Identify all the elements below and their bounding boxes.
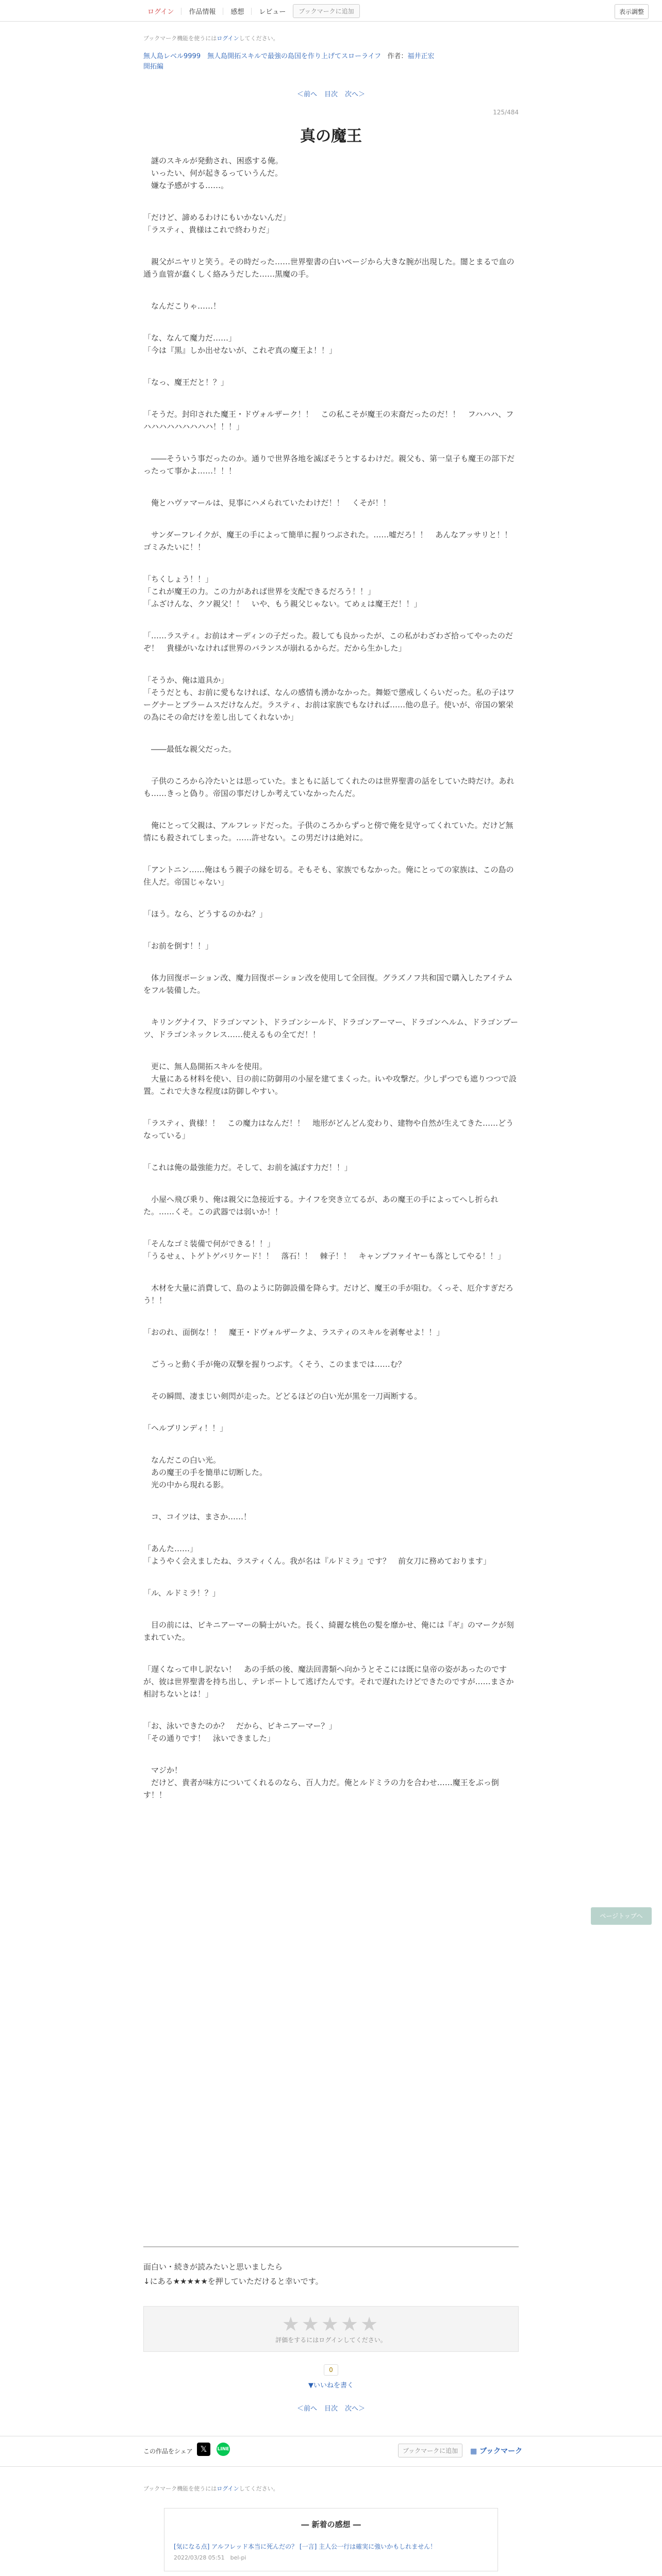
- author-label: 作者：: [387, 53, 408, 60]
- rating-box: [143, 2306, 519, 2352]
- body-paragraph: 子供のころから冷たいとは思っていた。まともに話してくれたのは世界聖書の話をしていた時だけ。あれも……きっと偽り。帝国の事だけしか考えていなかったんだ。: [143, 776, 515, 798]
- body-paragraph: なんだこの白い光。 あの魔王の手を簡単に切断した。 光の中から現れる影。: [151, 1455, 268, 1489]
- top-pager: [143, 89, 519, 98]
- top-nav: [0, 0, 662, 22]
- body-paragraph: 「……ラスティ。お前はオーディンの子だった。殺しても良かったが、この私がわざわざ拾ってやったのだぞ！ 貴様がいなければ世界のバランスが崩れるからだ。だから生かした」: [143, 631, 513, 653]
- body-paragraph: 「遅くなって申し訳ない！ あの手紙の後、魔法回書類へ向かうとそこには既に皇帝の姿があったのですが、彼は世界聖書を持ち出し、テレポートして逃げたんです。それで遅れたけどできたのですが……まさか相討ちないとは！」: [143, 1665, 514, 1699]
- bookmark-add-button[interactable]: ブックマークに追加: [398, 2444, 462, 2458]
- body-paragraph: 「そうか、俺は道具か」 「そうだとも、お前に愛もなければ、なんの感情も湧かなかった。舞姫で懲戒しくらいだった。私の子はワーグナーとブラームスだけなんだ。ラスティ、お前は家族でもなければ……他の息子。使いが、帝国の繁栄の為にその命だけを差し出してくれないか」: [143, 675, 515, 722]
- author-link[interactable]: 福井正宏: [407, 53, 435, 60]
- like-count-icon[interactable]: 0: [324, 2364, 338, 2376]
- body-paragraph: 俺とハヴァマールは、見事にハメられていたわけだ！！ くそが！！: [143, 498, 391, 507]
- body-paragraph: その瞬間、凄まじい剣閃が走った。どどるほどの白い光が黒を一刀両断する。: [143, 1392, 422, 1401]
- body-paragraph: 体力回復ポーション改、魔力回復ポーション改を使用して全回復。グラズノフ共和国で購入したアイテムをフル装備した。: [143, 973, 513, 995]
- page-count: 125/484: [493, 109, 519, 116]
- page-top-button[interactable]: ページトップへ: [591, 1907, 652, 1925]
- body-paragraph: 木材を大量に消費して、島のように防御設備を降らす。だけど、魔王の手が阻む。くっそ、厄介すぎだろう！！: [143, 1283, 514, 1305]
- series-title-link[interactable]: 無人島レベル9999 無人島開拓スキルで最強の島国を作り上げてスローライフ: [143, 53, 382, 60]
- bookmark-login-notice: [143, 2484, 519, 2493]
- bookmark-link-label: ブックマーク: [479, 2447, 523, 2455]
- next-link[interactable]: 次へ＞: [345, 91, 366, 98]
- body-paragraph: コ、コイツは、まさか……！: [143, 1512, 251, 1521]
- body-paragraph: 「お前を倒す！！」: [143, 941, 213, 951]
- body-paragraph: ごうっと動く手が俺の双撃を握りつぶす。くそう、このままでは……む？: [143, 1360, 406, 1369]
- prev-link[interactable]: ＜前へ: [296, 91, 317, 98]
- review-meta: 2022/03/28 05:51 bel-pi: [174, 2554, 246, 2561]
- bookmark-link[interactable]: ▦ ブックマーク: [470, 2447, 523, 2455]
- body-paragraph: サンダーフレイクが、魔王の手によって簡単に握りつぶされた。……嘘だろ！！ あんなアッサリと！！ ゴミみたいに！！: [143, 530, 520, 552]
- chapter-title: 真の魔王: [300, 127, 362, 145]
- display-settings-button[interactable]: 表示調整: [615, 4, 649, 19]
- top-nav-links: [143, 4, 360, 18]
- reviews-section: [143, 2484, 519, 2576]
- body-paragraph: 謎のスキルが発動され、困惑する俺。 いったい、何が起きるっていうんだ。 嫌な予感がする……。: [151, 156, 283, 190]
- body-paragraph: 「おのれ、面倒な！！ 魔王・ドヴォルザークよ、ラスティのスキルを剥奪せよ！！」: [143, 1328, 444, 1337]
- body-paragraph: 「ル、ルドミラ！？」: [143, 1588, 220, 1598]
- login-link[interactable]: ログイン: [147, 8, 174, 16]
- like-write-link[interactable]: ▼いいねを書く: [308, 2382, 354, 2389]
- afterword-section: [143, 2246, 519, 2413]
- body-paragraph: 「ラスティ、貴様！！ この魔力はなんだ！！ 地形がどんどん変わり、建物や自然が生えてきた……どうなっている」: [143, 1118, 514, 1140]
- body-paragraph: なんだこりゃ……！: [143, 301, 221, 311]
- bookmark-login-notice: [143, 34, 519, 42]
- body-paragraph: 「あんた……」 「ようやく会えましたね、ラスティくん。我が名は『ルドミラ』です？ 前女刀に務めております」: [143, 1544, 491, 1566]
- toc-link[interactable]: 目次: [324, 91, 338, 98]
- x-share-icon[interactable]: 𝕏: [197, 2443, 210, 2456]
- project-label: 開拓編: [143, 63, 164, 71]
- body-paragraph: ――最低な親父だった。: [143, 744, 237, 754]
- body-paragraph: 「アントニン……俺はもう親子の縁を切る。そもそも、家族でもなかった。俺にとっての家族は、この島の住人だ。帝国じゃない」: [143, 865, 514, 887]
- impressions-link[interactable]: 感想: [230, 8, 244, 16]
- body-paragraph: ――そういう事だったのか。通りで世界各地を滅ぼそうとするわけだ。親父も、第一皇子も魔王の部下だったって事かよ……！！！: [143, 454, 515, 476]
- afterword-text: 面白い・続きが読みたいと思いましたら ↓にある★★★★★を押していただけると幸いです。: [143, 2246, 519, 2289]
- prev-link[interactable]: ＜前へ: [296, 2405, 317, 2413]
- rating-stars[interactable]: ★★★★★: [282, 2313, 380, 2335]
- work-info-link[interactable]: 作品情報: [189, 8, 216, 16]
- notice-suffix: してください。: [239, 35, 279, 42]
- share-bar: [0, 2436, 662, 2467]
- body-paragraph: 俺にとって父親は、アルフレッドだった。子供のころからずっと傍で俺を見守ってくれていた。だけど無情にも殺されてしまった。……許せない。この男だけは絶対に。: [143, 821, 514, 842]
- body-paragraph: 小屋へ飛び乗り、俺は親父に急接近する。ナイフを突き立てるが、あの魔王の手によってへし折られた。……くそ。この武器では弱いか！！: [143, 1195, 499, 1216]
- body-paragraph: 目の前には、ビキニアーマーの騎士がいた。長く、綺麗な桃色の髪を靡かせ、俺には『ギ』のマークが刻まれていた。: [143, 1620, 514, 1642]
- line-share-icon[interactable]: LINE: [217, 2443, 230, 2456]
- body-paragraph: キリングナイフ、ドラゴンマント、ドラゴンシールド、ドラゴンアーマー、ドラゴンヘルム、ドラゴンブーツ、ドラゴンネックレス……使えるもの全てだ！！: [143, 1018, 518, 1039]
- nav-divider: [251, 8, 252, 15]
- body-paragraph: 「なっ、魔王だと！？」: [143, 378, 229, 387]
- body-paragraph: 「ほう。なら、どうするのかね？」: [143, 909, 268, 919]
- rating-note: 評価をするにはログインしてください。: [275, 2336, 387, 2344]
- body-paragraph: 「お、泳いできたのか？ だから、ビキニアーマー？」 「その通りです！ 泳いできました」: [143, 1721, 337, 1743]
- header-area: [143, 34, 519, 146]
- novel-body: [143, 155, 519, 1821]
- new-reviews-box: [164, 2508, 498, 2571]
- like-section: [143, 2364, 519, 2389]
- body-paragraph: 「これは俺の最強能力だ。そして、お前を滅ぼす力だ！！」: [143, 1163, 352, 1172]
- notice-suffix: してください。: [239, 2485, 279, 2492]
- body-paragraph: 「だけど、諦めるわけにもいかないんだ」 「ラスティ、貴様はこれで終わりだ」: [143, 213, 291, 234]
- body-paragraph: 「ちくしょう！！」 「これが魔王の力。この力があれば世界を支配できるだろう！！」 「ふざけんな、クソ親父！！ いや、もう親父じゃない。てめぇは魔王だ！！」: [143, 574, 422, 608]
- share-label: この作品をシェア: [143, 2448, 193, 2455]
- review-link[interactable]: レビュー: [259, 8, 286, 16]
- toc-link[interactable]: 目次: [324, 2405, 338, 2413]
- body-paragraph: 「ヘルブリンディ！！」: [143, 1423, 228, 1433]
- new-reviews-title: ― 新着の感想 ―: [301, 2520, 361, 2529]
- notice-login-link[interactable]: ログイン: [217, 2485, 239, 2492]
- bottom-pager: [143, 2403, 519, 2413]
- body-paragraph: 「な、なんて魔力だ……」 「今は『黒』しか出せないが、これぞ真の魔王よ！！」: [143, 333, 337, 355]
- series-info: [143, 52, 519, 72]
- body-paragraph: 親父がニヤリと笑う。その時だった……世界聖書の白いページから大きな腕が出現した。闇とまるで血の通う血管が蠢くしく絡みうだした……黒魔の手。: [143, 257, 515, 279]
- notice-prefix: ブックマーク機能を使うには: [143, 35, 217, 42]
- body-paragraph: 「そうだ。封印された魔王・ドヴォルザーク！！ この私こそが魔王の末裔だったのだ！！ フハハハ、フハハハハハハハハハ！！！」: [143, 410, 514, 431]
- body-paragraph: 「そんなゴミ装備で何ができる！！」 「うるせぇ、トゲトゲバリケード！！ 落石！！ 棘子！！ キャンプファイヤーも落としてやる！！」: [143, 1239, 506, 1261]
- review-item[interactable]: [気になる点] アルフレッド本当に死んだの？ [一言] 主人公一行は確実に強いかもしれません！: [174, 2543, 437, 2550]
- body-paragraph: マジか！ だけど、貴者が味方についてくれるのなら、百人力だ。俺とルドミラの力を合わせ……魔王をぶっ倒す！！: [143, 1766, 499, 1800]
- bookmark-add-button[interactable]: ブックマークに追加: [293, 4, 359, 18]
- notice-login-link[interactable]: ログイン: [217, 35, 239, 42]
- notice-prefix: ブックマーク機能を使うには: [143, 2485, 217, 2492]
- body-paragraph: 更に、無人島開拓スキルを使用。 大量にある材料を使い、目の前に防御用の小屋を建てまくった。iいや攻撃だ。少しずつでも遮りつつで設置。これで大きな程度は防御しやすい。: [143, 1062, 517, 1096]
- next-link[interactable]: 次へ＞: [345, 2405, 366, 2413]
